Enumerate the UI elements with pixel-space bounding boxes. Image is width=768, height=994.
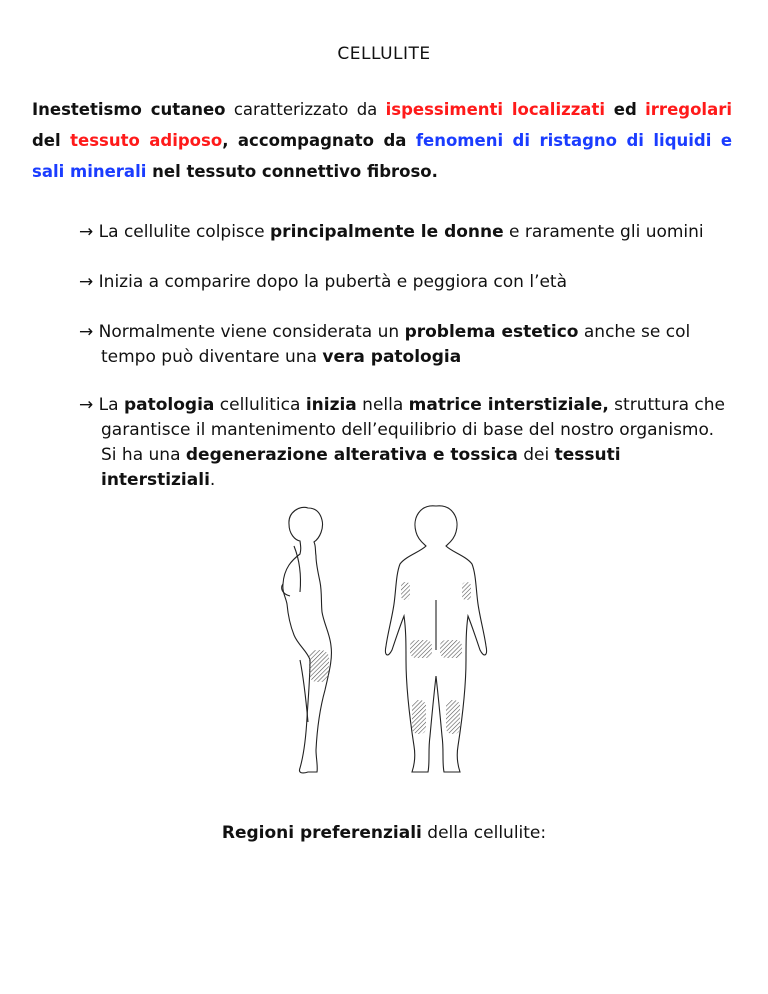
intro-text-bold: ed xyxy=(604,100,637,119)
bullet-bold: tessuti interstiziali xyxy=(101,445,621,490)
caption-bold: Regioni preferenziali xyxy=(221,823,422,843)
page-title: CELLULITE xyxy=(337,44,431,64)
bullet-bold: matrice interstiziale, xyxy=(408,395,609,415)
intro-paragraph xyxy=(32,94,732,187)
bullet-bold: vera patologia xyxy=(322,347,462,367)
arrow-icon: → xyxy=(79,322,94,342)
caption-text: della cellulite: xyxy=(421,823,547,843)
intro-text-bold: , accompagnato da xyxy=(222,131,416,150)
bullet-text: La cellulite colpisce xyxy=(98,222,271,242)
intro-text-bold: del xyxy=(32,131,71,150)
bullet-text: struttura che garantisce il mantenimento dell’equilibrio di base del nostro organismo. Si ha una xyxy=(101,395,725,465)
bullet-text: cellulitica xyxy=(214,395,306,415)
arrow-icon: → xyxy=(79,272,94,292)
intro-highlight-red: ispessimenti localizzati xyxy=(385,100,605,119)
intro-term: Inestetismo cutaneo xyxy=(32,100,226,119)
bullet-text: Normalmente viene considerata un xyxy=(98,322,405,342)
intro-text: caratterizzato da xyxy=(225,100,386,119)
intro-text-bold: nel tessuto connettivo fibroso. xyxy=(146,162,438,181)
bullet-3 xyxy=(79,320,729,370)
bullet-text: Inizia a comparire dopo la pubertà e peggiora con l’età xyxy=(98,272,568,292)
bullet-text: . xyxy=(209,470,216,490)
arrow-icon: → xyxy=(79,222,94,242)
bullet-bold: degenerazione alterativa e tossica xyxy=(185,445,518,465)
bullet-bold: patologia xyxy=(123,395,215,415)
bullet-text: e raramente gli uomini xyxy=(503,222,704,242)
cellulite-figure-illustration xyxy=(270,500,502,780)
bullet-2 xyxy=(79,270,729,295)
figure-caption xyxy=(0,823,768,843)
intro-highlight-red: irregolari xyxy=(645,100,732,119)
bullet-bold: inizia xyxy=(305,395,357,415)
bullet-text: nella xyxy=(356,395,409,415)
female-side-silhouette-icon xyxy=(282,507,332,773)
female-back-silhouette-icon xyxy=(385,506,486,772)
bullet-1 xyxy=(79,220,729,245)
bullet-text: anche se col tempo può diventare una xyxy=(101,322,691,367)
bullet-text: dei xyxy=(517,445,555,465)
bullet-4 xyxy=(79,393,729,493)
intro-highlight-red: tessuto adiposo xyxy=(70,131,223,150)
bullet-bold: principalmente le donne xyxy=(270,222,504,242)
bullet-text: La xyxy=(98,395,124,415)
bullet-bold: problema estetico xyxy=(404,322,579,342)
arrow-icon: → xyxy=(79,395,94,415)
intro-highlight-blue: fenomeni di ristagno di liquidi e sali minerali xyxy=(32,131,733,181)
